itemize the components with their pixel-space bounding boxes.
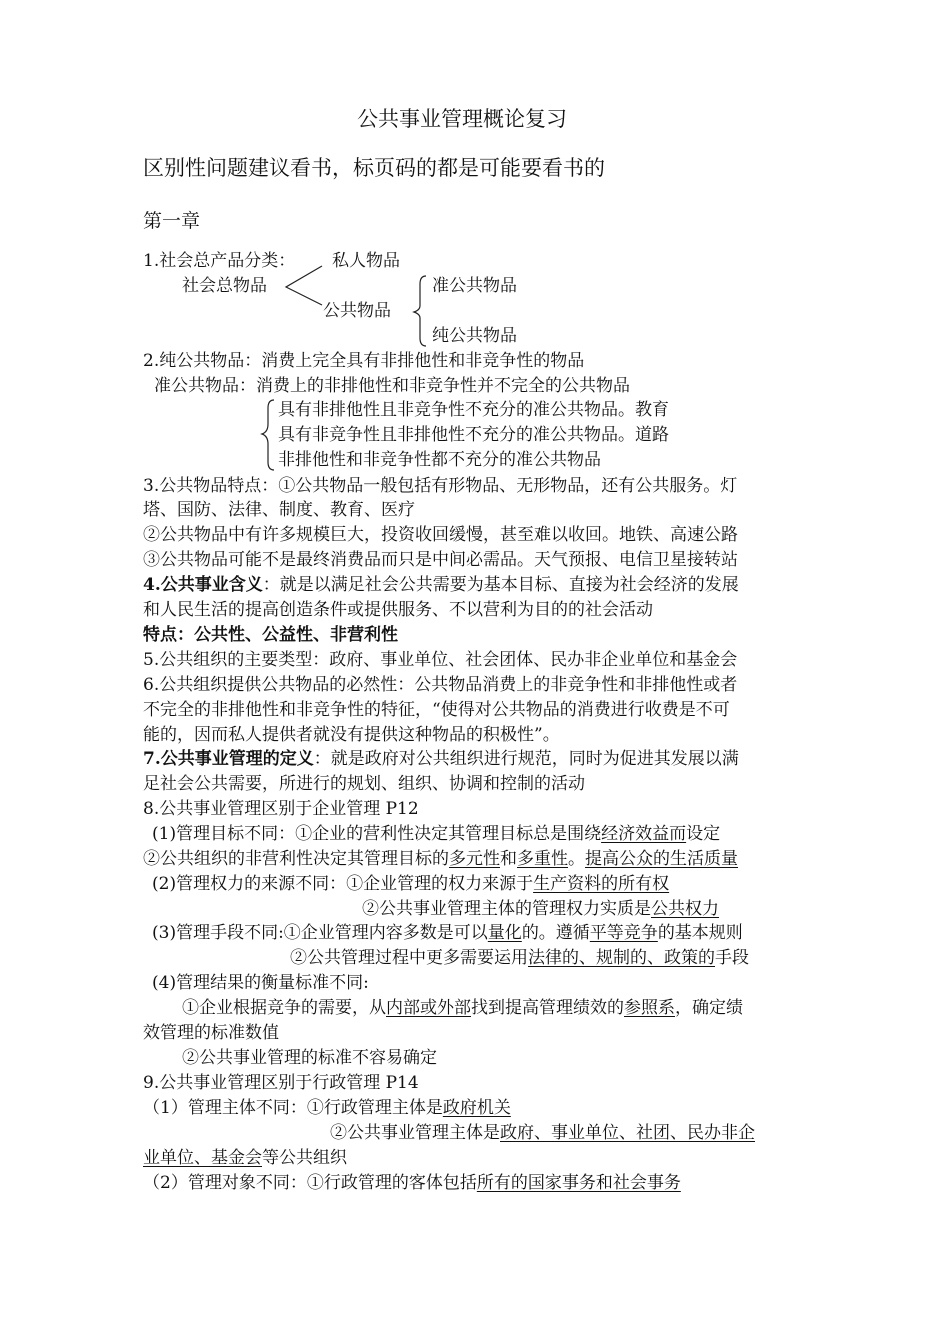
s8-p3b: ②公共管理过程中更多需要运用法律的、规制的、政策的手段 <box>290 948 749 968</box>
s1-heading: 1.社会总产品分类： <box>143 251 296 271</box>
private-goods: 私人物品 <box>332 251 400 271</box>
s7-def: ：就是政府对公共组织进行规范，同时为促进其发展以满 <box>313 749 739 769</box>
s7-line-1 <box>143 747 739 771</box>
s2-pure-def: 2.纯公共物品：消费上完全具有非排他性和非竞争性的物品 <box>143 351 585 371</box>
s6-line-3: 能的，因而私人提供者就没有提供这种物品的积极性”。 <box>143 725 560 745</box>
s3-line-4: ③公共物品可能不是最终消费品而只是中间必需品。天气预报、电信卫星接转站 <box>143 550 738 570</box>
s9-p1b: ②公共事业管理主体是政府、事业单位、社团、民办非企 <box>330 1123 755 1143</box>
angle-bracket <box>286 266 322 305</box>
s4-line-2: 和人民生活的提高创造条件或提供服务、不以营利为目的的社会活动 <box>143 600 653 620</box>
s8-p1a: (1)管理目标不同：①企业的营利性决定其管理目标总是围绕经济效益而设定 <box>152 824 721 844</box>
s8-p3a: (3)管理手段不同:①企业管理内容多数是可以量化的。遵循平等竞争的基本规则 <box>152 923 743 943</box>
pure-public-goods: 纯公共物品 <box>432 326 517 346</box>
s8-p1b: ②公共组织的非营利性决定其管理目标的多元性和多重性。提高公众的生活质量 <box>143 849 738 869</box>
s7-line-2: 足社会公共需要，所进行的规划、组织、协调和控制的活动 <box>143 774 585 794</box>
s2-type-3: 非排他性和非竞争性都不充分的准公共物品 <box>278 450 601 470</box>
s2-type-2: 具有非竞争性且非排他性不充分的准公共物品。道路 <box>278 425 669 445</box>
s7-label: 7.公共事业管理的定义 <box>143 749 314 769</box>
s8-p4b: ②公共事业管理的标准不容易确定 <box>182 1048 437 1068</box>
s6-line-2: 不完全的非排他性和非竞争性的特征，“使得对公共物品的消费进行收费是不可 <box>143 700 730 720</box>
s8-p2b: ②公共事业管理主体的管理权力实质是公共权力 <box>362 899 719 919</box>
quasi-public-goods: 准公共物品 <box>432 276 517 296</box>
s3-line-2: 塔、国防、法律、制度、教育、医疗 <box>143 500 415 520</box>
s5-line: 5.公共组织的主要类型：政府、事业单位、社会团体、民办非企业单位和基金会 <box>143 650 738 670</box>
subtitle: 区别性问题建议看书，标页码的都是可能要看书的 <box>143 156 605 180</box>
page-title: 公共事业管理概论复习 <box>357 107 567 131</box>
s8-p4: (4)管理结果的衡量标准不同: <box>152 973 369 993</box>
s4-line-1 <box>143 573 739 597</box>
s9-p1c: 业单位、基金会等公共组织 <box>143 1148 347 1168</box>
s2-quasi-def: 准公共物品：消费上的非排他性和非竞争性并不完全的公共物品 <box>154 376 630 396</box>
curly-bracket-quasi <box>262 400 274 470</box>
public-goods: 公共物品 <box>323 301 391 321</box>
s9-heading: 9.公共事业管理区别于行政管理 P14 <box>143 1073 419 1093</box>
s4-def: ：就是以满足社会公共需要为基本目标、直接为社会经济的发展 <box>262 575 739 595</box>
curly-bracket-public <box>414 276 426 346</box>
s8-p4a-cont: 效管理的标准数值 <box>143 1023 279 1043</box>
total-goods: 社会总物品 <box>182 276 267 296</box>
s8-heading: 8.公共事业管理区别于企业管理 P12 <box>143 799 419 819</box>
s4-label: 4.公共事业含义 <box>143 575 263 595</box>
s6-line-1: 6.公共组织提供公共物品的必然性：公共物品消费上的非竞争性和非排他性或者 <box>143 675 738 695</box>
s9-p2a: （2）管理对象不同：①行政管理的客体包括所有的国家事务和社会事务 <box>143 1173 681 1193</box>
chapter-heading: 第一章 <box>143 210 201 232</box>
s3-line-3: ②公共物品中有许多规模巨大，投资收回缓慢，甚至难以收回。地铁、高速公路 <box>143 525 738 545</box>
s8-p2a: (2)管理权力的来源不同：①企业管理的权力来源于生产资料的所有权 <box>152 874 670 894</box>
s8-p4a: ①企业根据竞争的需要，从内部或外部找到提高管理绩效的参照系，确定绩 <box>182 998 743 1018</box>
s3-line-1: 3.公共物品特点：①公共物品一般包括有形物品、无形物品，还有公共服务。灯 <box>143 476 738 496</box>
s2-type-1: 具有非排他性且非竞争性不充分的准公共物品。教育 <box>278 400 669 420</box>
s4-features: 特点：公共性、公益性、非营利性 <box>143 625 398 645</box>
s9-p1a: （1）管理主体不同：①行政管理主体是政府机关 <box>143 1098 511 1118</box>
